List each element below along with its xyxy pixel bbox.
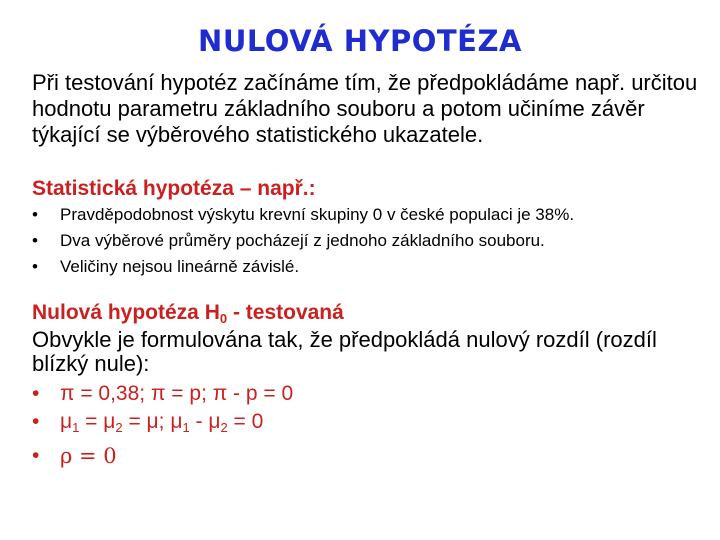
page-title: NULOVÁ HYPOTÉZA bbox=[198, 24, 522, 58]
formula-item bbox=[32, 442, 293, 471]
bullet: • bbox=[32, 231, 38, 250]
formula-correlation: ρ = 0 bbox=[60, 444, 117, 468]
formula-item bbox=[32, 408, 293, 442]
bullet: • bbox=[32, 410, 40, 433]
section-heading-statistical-hypothesis: Statistická hypotéza – např.: bbox=[32, 177, 316, 200]
formula-means: $\mu_1 = \mu_2 = \mu$; $\mu_1 - \mu_2 = 0$ bbox=[60, 410, 264, 435]
intro-paragraph: Při testování hypotéz začínáme tím, že předpokládáme např. určitou hodnotu parametru základního souboru a potom učiníme závěr týkající se výběrového statistického ukazatele. bbox=[32, 70, 698, 147]
null-hypothesis-description: Obvykle je formulována tak, že předpokládá nulový rozdíl (rozdíl blízký nule): bbox=[32, 327, 657, 376]
bullet: • bbox=[32, 205, 38, 224]
formula-item bbox=[32, 380, 293, 408]
bullet: • bbox=[32, 257, 38, 276]
list-item: • Dva výběrové průměry pocházejí z jednoho základního souboru. bbox=[32, 228, 574, 254]
formula-list bbox=[32, 380, 293, 471]
formula-proportion: π = 0,38; π = p; π - p = 0 bbox=[60, 382, 294, 405]
list-item: • Pravděpodobnost výskytu krevní skupiny 0 v české populaci je 38%. bbox=[32, 202, 574, 228]
statistical-hypothesis-list bbox=[32, 202, 574, 280]
bullet: • bbox=[32, 444, 40, 467]
bullet: • bbox=[32, 382, 40, 405]
list-item: • Veličiny nejsou lineárně závislé. bbox=[32, 254, 574, 280]
section-heading-null-hypothesis: Nulová hypotéza $H_0$ - testovaná bbox=[32, 301, 344, 326]
